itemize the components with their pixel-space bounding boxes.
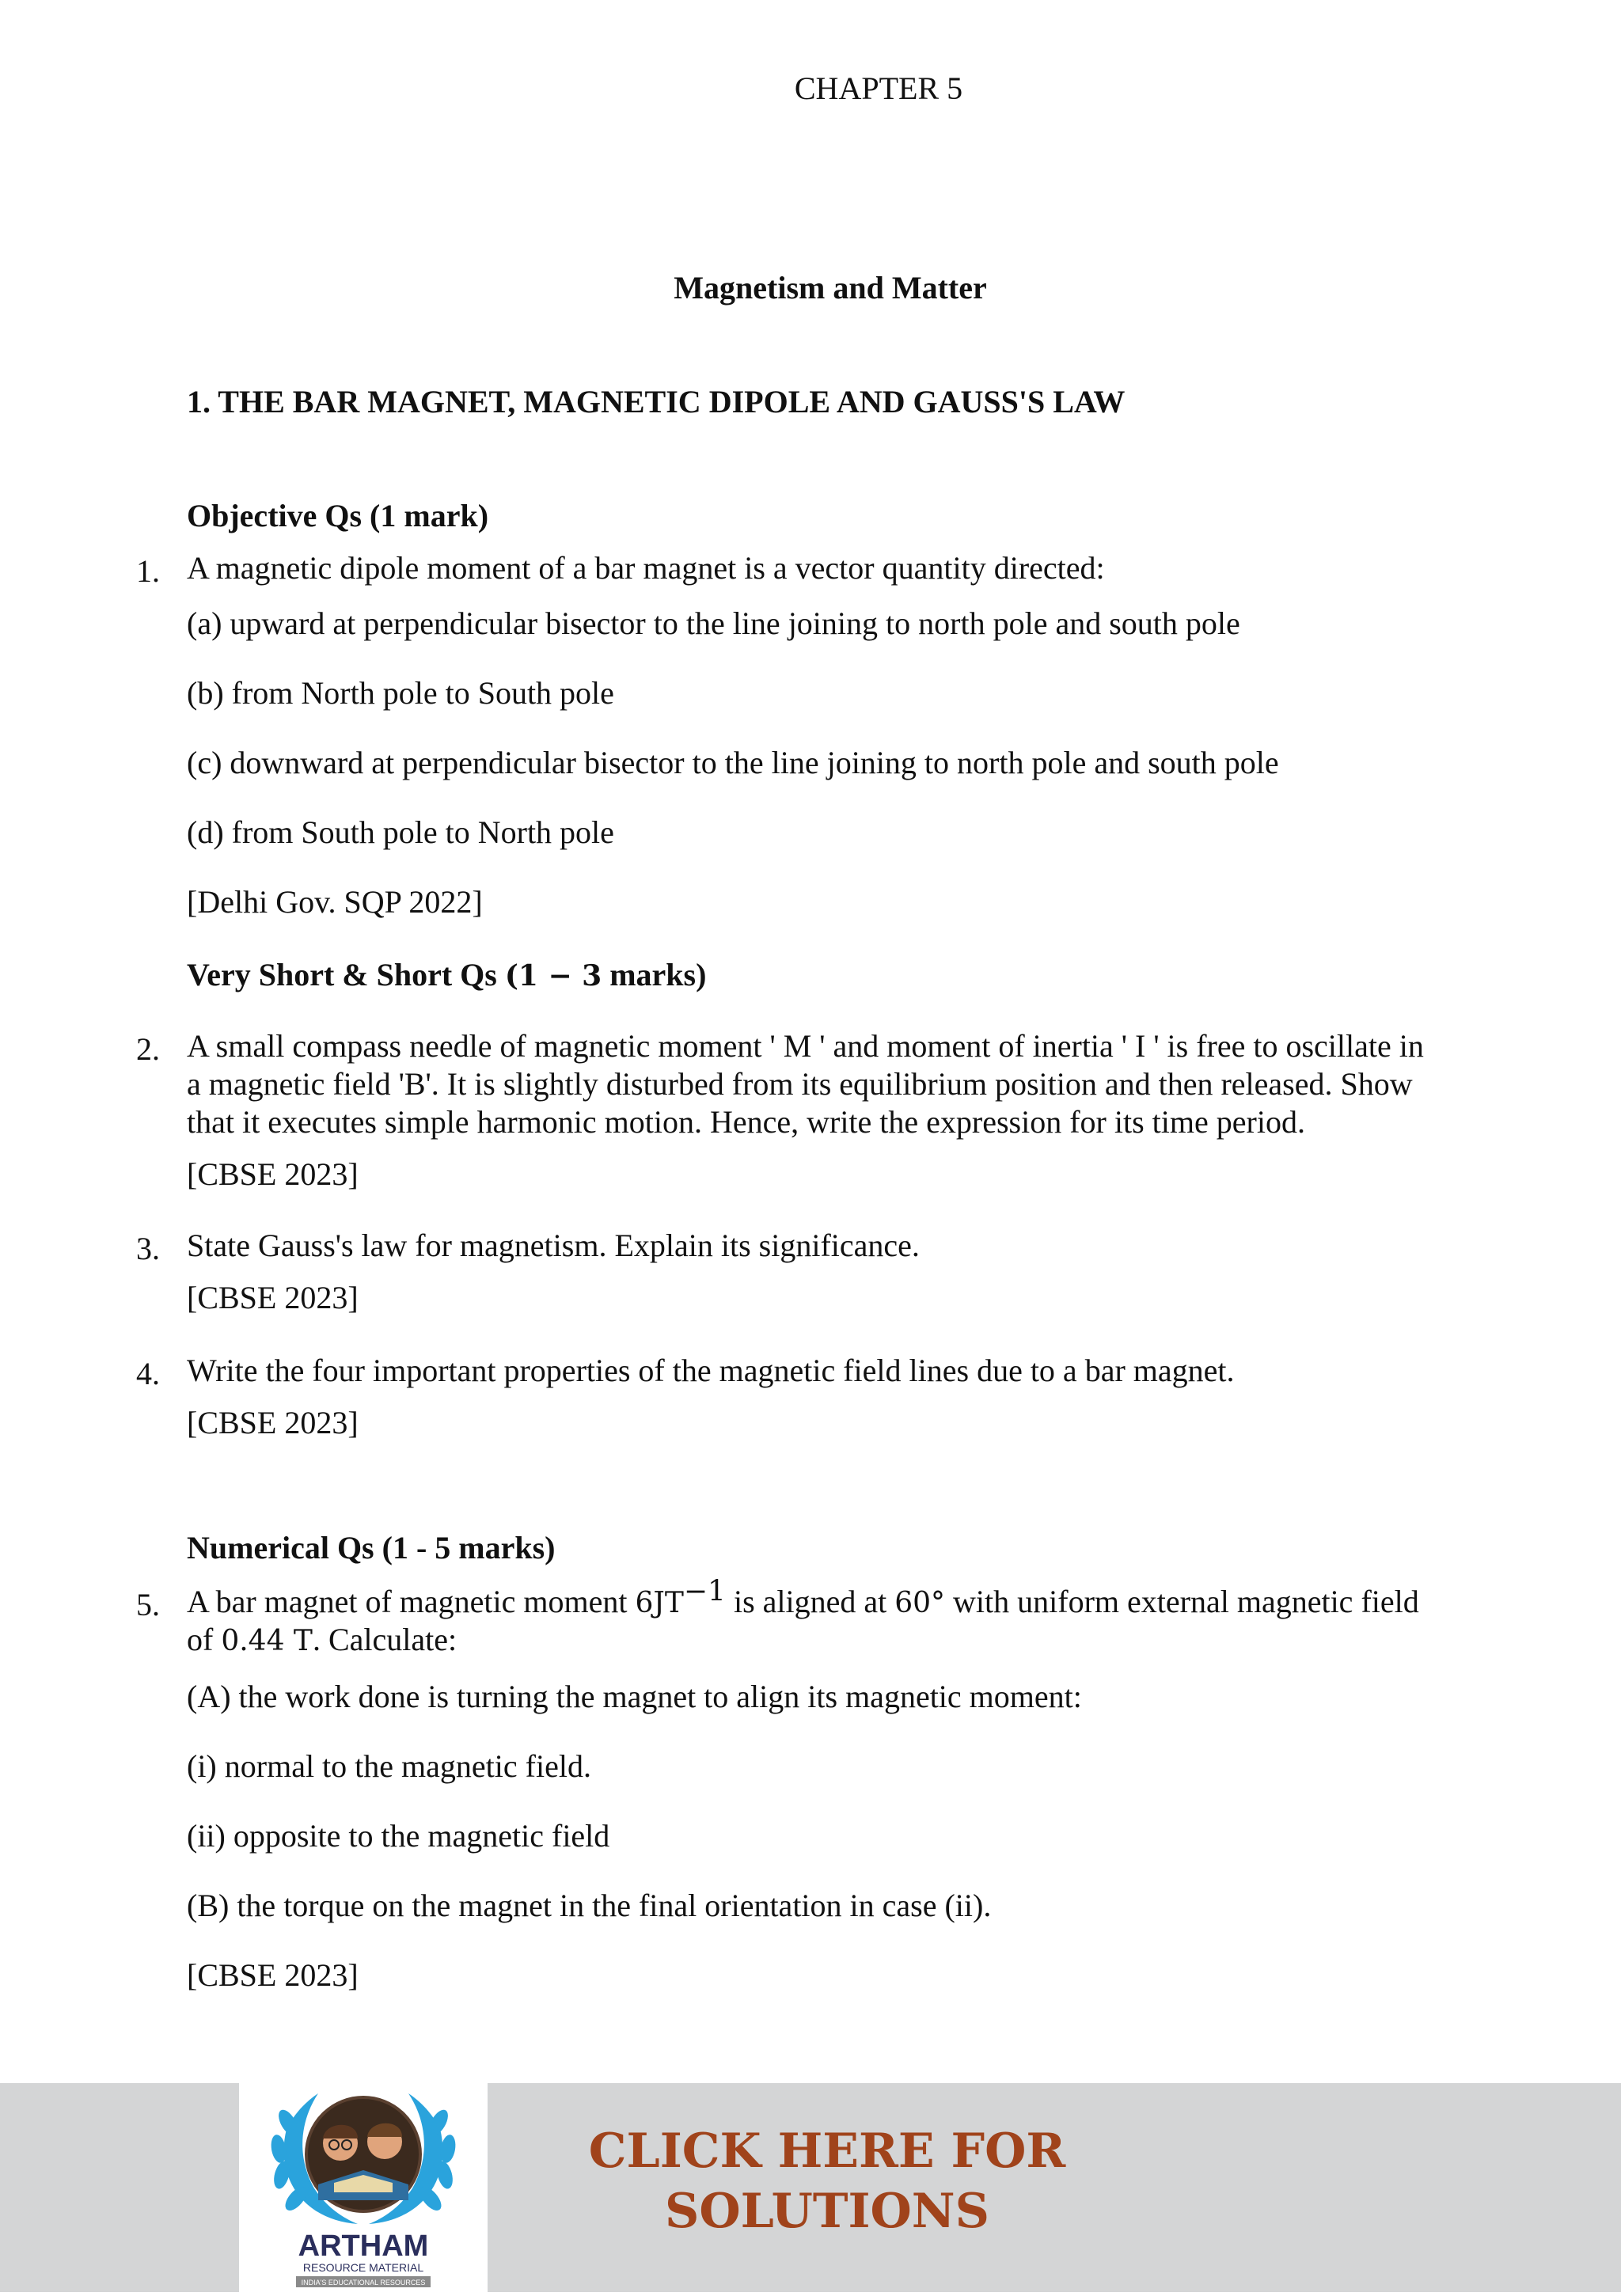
click-for-solutions-link[interactable]: [507, 2121, 1148, 2241]
question-part: (A) the work done is turning the magnet to align its magnetic moment:: [187, 1679, 1082, 1714]
option-a: (a) upward at perpendicular bisector to the line joining to north pole and south pole: [187, 605, 1240, 641]
question-number: 2.: [136, 1031, 160, 1067]
artham-logo: [239, 2082, 488, 2292]
svg-text:INDIA'S EDUCATIONAL RESOURCES: INDIA'S EDUCATIONAL RESOURCES: [301, 2279, 426, 2287]
question-text-line: A small compass needle of magnetic moment ' M ' and moment of inertia ' I ' is free to oscillate in: [187, 1028, 1424, 1064]
option-b: (b) from North pole to South pole: [187, 675, 614, 711]
question-part: (B) the torque on the magnet in the final orientation in case (ii).: [187, 1888, 992, 1923]
laurel-wreath-logo-icon: [239, 2082, 488, 2292]
question-text-line: of 0.44 T. Calculate:: [187, 1622, 457, 1657]
chapter-label: CHAPTER 5: [794, 70, 963, 106]
svg-text:ARTHAM: ARTHAM: [298, 2230, 429, 2263]
question-source: [CBSE 2023]: [187, 1156, 359, 1192]
question-source: [CBSE 2023]: [187, 1957, 359, 1993]
objective-heading: Objective Qs (1 mark): [187, 498, 489, 533]
question-text-line: that it executes simple harmonic motion. Hence, write the expression for its time period.: [187, 1104, 1305, 1140]
question-part: (i) normal to the magnetic field.: [187, 1748, 591, 1784]
option-d: (d) from South pole to North pole: [187, 814, 614, 850]
question-source: [CBSE 2023]: [187, 1280, 359, 1315]
numerical-heading: Numerical Qs (1 - 5 marks): [187, 1530, 556, 1565]
question-text: Write the four important properties of the magnetic field lines due to a bar magnet.: [187, 1353, 1235, 1388]
cta-line-2[interactable]: SOLUTIONS: [665, 2184, 989, 2239]
cta-line-1[interactable]: CLICK HERE FOR: [588, 2123, 1066, 2179]
short-questions-heading: Very Short & Short Qs (1 − 3 marks): [187, 957, 707, 992]
question-number: 5.: [136, 1587, 160, 1622]
page-title: Magnetism and Matter: [674, 270, 987, 306]
question-text-line: a magnetic field 'B'. It is slightly disturbed from its equilibrium position and then released. Show: [187, 1066, 1413, 1102]
question-number: 1.: [136, 553, 160, 589]
question-number: 4.: [136, 1356, 160, 1391]
question-source: [Delhi Gov. SQP 2022]: [187, 884, 483, 920]
svg-text:RESOURCE MATERIAL: RESOURCE MATERIAL: [302, 2261, 424, 2274]
question-number: 3.: [136, 1231, 160, 1266]
question-part: (ii) opposite to the magnetic field: [187, 1818, 610, 1854]
question-text: A magnetic dipole moment of a bar magnet is a vector quantity directed:: [187, 550, 1105, 586]
question-text: State Gauss's law for magnetism. Explain its significance.: [187, 1228, 920, 1263]
question-source: [CBSE 2023]: [187, 1405, 359, 1440]
option-c: (c) downward at perpendicular bisector to the line joining to north pole and south pole: [187, 745, 1279, 780]
section-heading: 1. THE BAR MAGNET, MAGNETIC DIPOLE AND GAUSS'S LAW: [187, 384, 1126, 419]
question-text-line: A bar magnet of magnetic moment $6JT^{-1}$ is aligned at 60° with uniform external magnetic field: [187, 1575, 1419, 1619]
